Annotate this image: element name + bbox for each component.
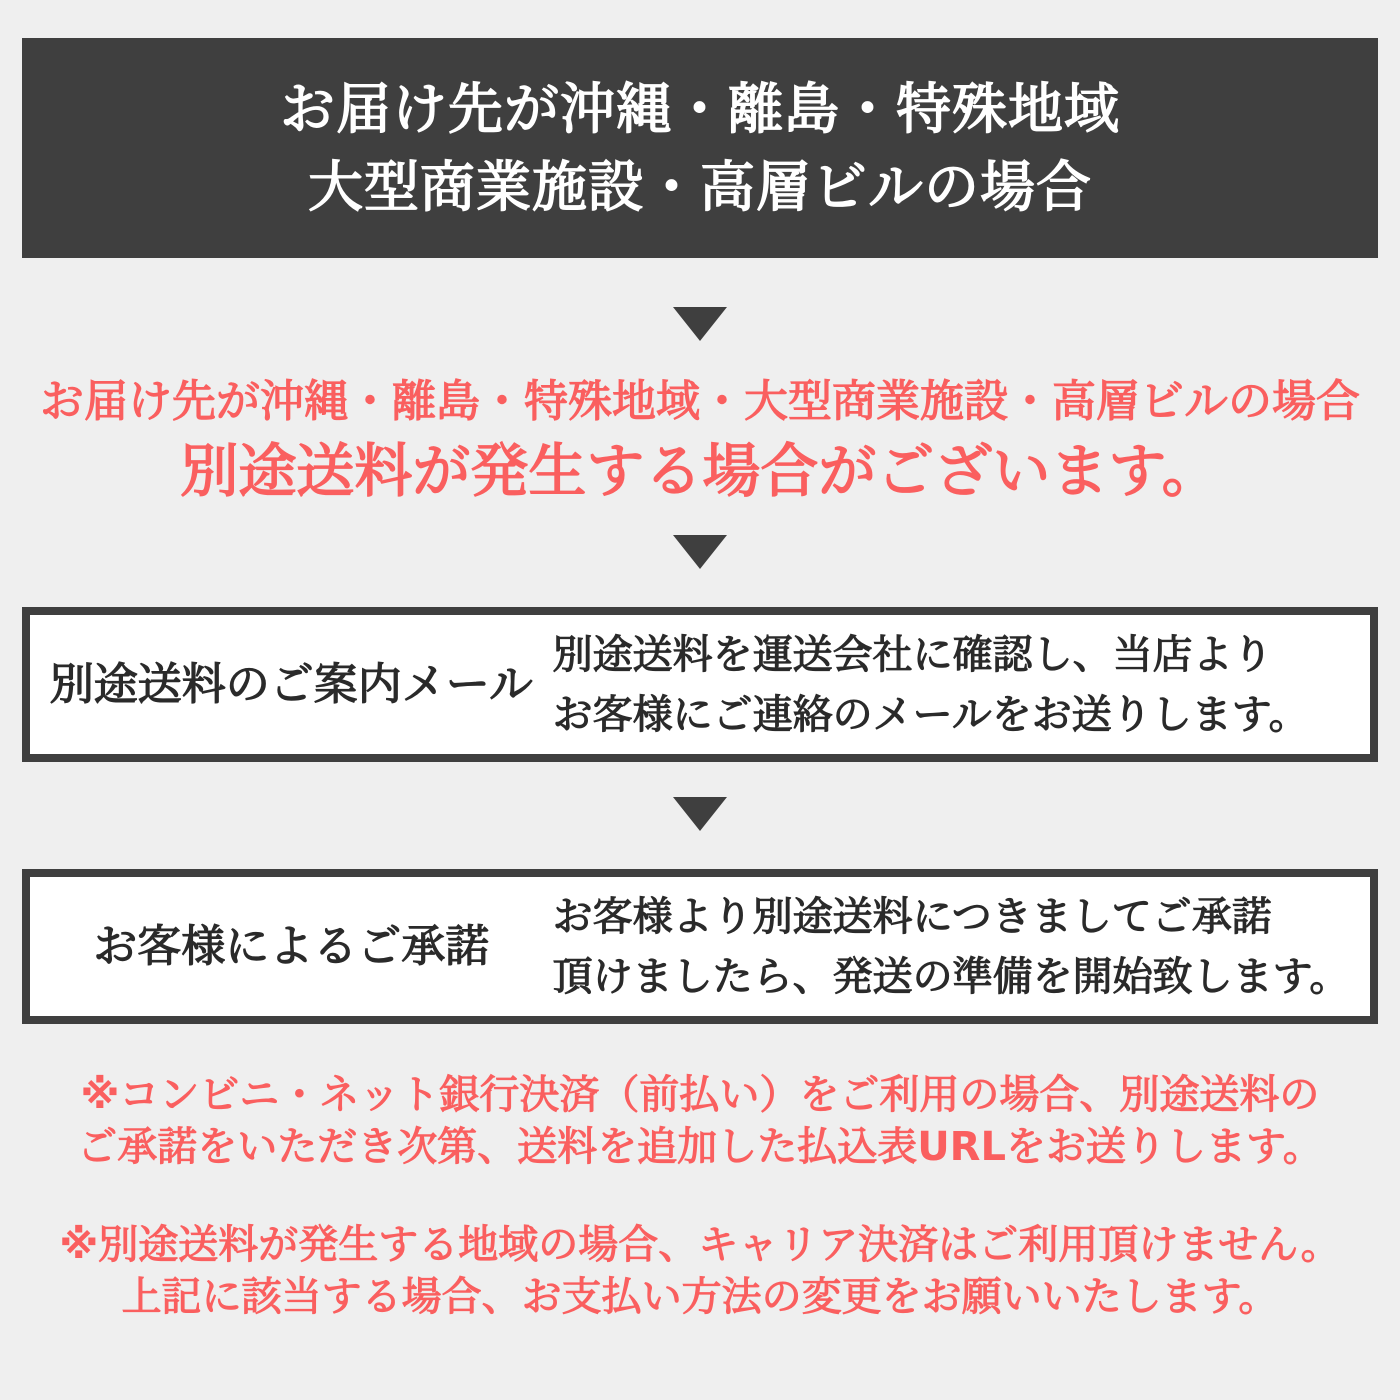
step-description-line: お客様にご連絡のメールをお送りします。 [552,691,1309,738]
step-box-customer-approval [22,869,1378,1024]
note-line: ※コンビニ・ネット銀行決済（前払い）をご利用の場合、別途送料の [80,1072,1320,1118]
headline [0,371,1400,509]
step-description-line: 別途送料を運送会社に確認し、当店より [552,631,1273,678]
step-label: 別途送料のご案内メール [49,658,533,710]
notes [0,1069,1400,1323]
down-arrow-icon [673,307,727,341]
note-prepaid-payment [0,1069,1400,1173]
header-line-2: 大型商業施設・高層ビルの場合 [307,155,1092,219]
header-banner [22,38,1378,258]
down-arrow-icon [673,797,727,831]
note-carrier-payment [0,1219,1400,1323]
step-label: お客様によるご承諾 [93,920,490,972]
note-line: 上記に該当する場合、お支払い方法の変更をお願いいたします。 [121,1274,1279,1320]
note-line: ご承諾をいただき次第、送料を追加した払込表URLをお送りします。 [77,1124,1323,1170]
step-description [553,625,1370,745]
headline-emphasis: 別途送料が発生する場合がございます。 [180,437,1220,505]
headline-condition: お届け先が沖縄・離島・特殊地域・大型商業施設・高層ビルの場合 [40,376,1360,427]
down-arrow-icon [673,535,727,569]
step-description [553,887,1370,1007]
note-line: ※別途送料が発生する地域の場合、キャリア決済はご利用頂けません。 [59,1222,1341,1268]
step-description-line: お客様より別途送料につきましてご承諾 [552,893,1272,940]
step-box-shipping-mail [22,607,1378,762]
step-description-line: 頂けましたら、発送の準備を開始致します。 [552,953,1350,1000]
header-line-1: お届け先が沖縄・離島・特殊地域 [279,77,1120,141]
